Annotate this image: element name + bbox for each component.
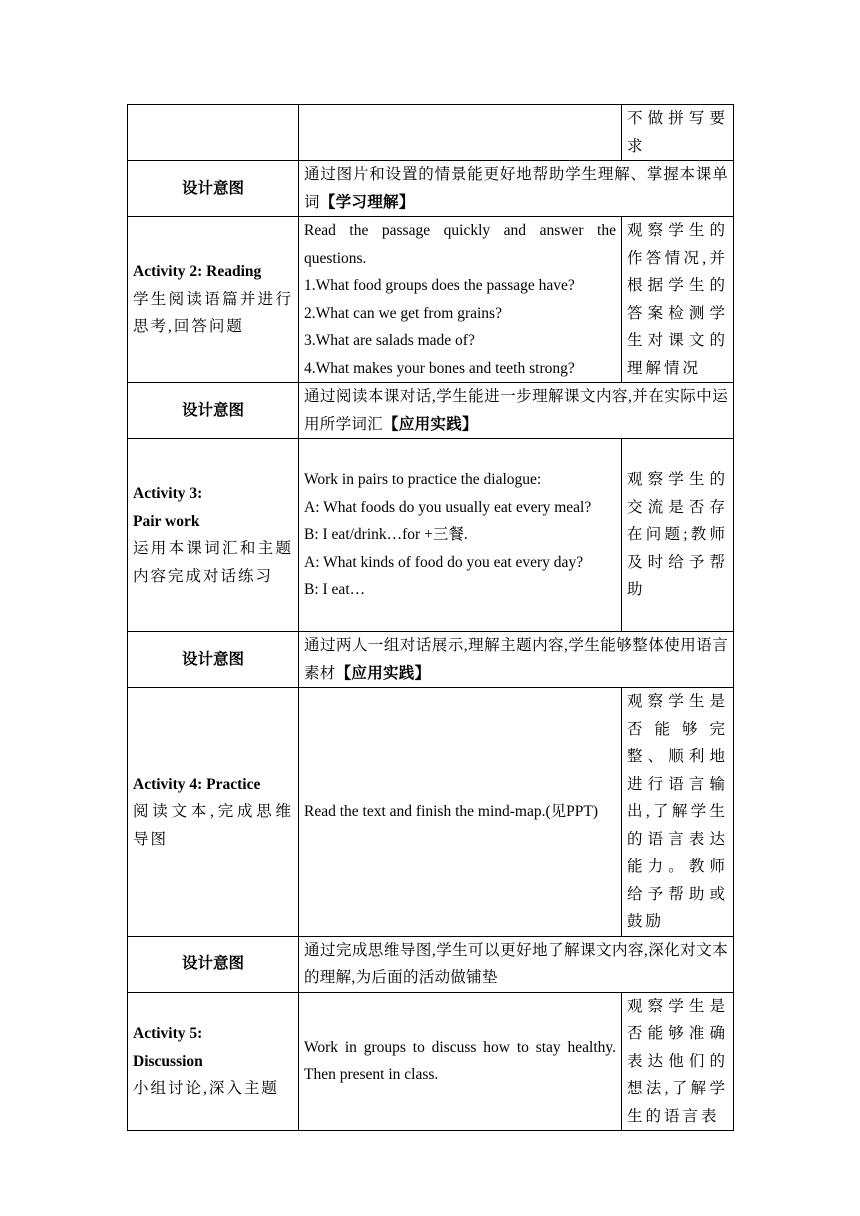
activity-content: Read the text and finish the mind-map.(见PPT) [299,688,622,937]
assessment-cell: 不做拼写要求 [622,105,734,161]
design-intent-text: 通过阅读本课对话,学生能进一步理解课文内容,并在实际中运用所学词汇【应用实践】 [299,383,734,439]
assessment-cell: 观察学生是否能够完整、顺利地进行语言输出,了解学生的语言表达能力。教师给予帮助或鼓励 [622,688,734,937]
content-line: Work in pairs to practice the dialogue: [304,471,542,489]
activity-content [299,439,622,632]
activity-cell [128,992,299,1131]
activity-cell [128,217,299,383]
lesson-plan-table [127,104,734,1131]
assessment-cell: 观察学生的交流是否存在问题;教师及时给予帮助 [622,439,734,632]
activity-content: Work in groups to discuss how to stay healthy. Then present in class. [299,992,622,1131]
assessment-cell: 观察学生是否能够准确表达他们的想法,了解学生的语言表 [622,992,734,1131]
activity-title: Activity 2: Reading [133,263,262,281]
content-line: A: What kinds of food do you eat every day? [304,553,584,571]
activity-description: 学生阅读语篇并进行思考,回答问题 [133,290,293,336]
content-line: 2.What can we get from grains? [304,304,502,322]
table-row [128,992,734,1131]
table-row [128,688,734,937]
activity-content [299,217,622,383]
design-intent-label: 设计意图 [128,632,299,688]
intent-tag: 【学习理解】 [319,193,415,211]
content-line: 4.What makes your bones and teeth strong? [304,359,575,377]
intent-tag: 【应用实践】 [335,664,431,682]
table-row [128,632,734,688]
table-row [128,439,734,632]
intent-tag: 【应用实践】 [383,415,478,433]
activity-subtitle: Pair work [133,512,200,530]
activity-description: 运用本课词汇和主题内容完成对话练习 [133,540,293,585]
assessment-cell: 观察学生的作答情况,并根据学生的答案检测学生对课文的理解情况 [622,217,734,383]
design-intent-text: 通过完成思维导图,学生可以更好地了解课文内容,深化对文本的理解,为后面的活动做铺垫 [299,936,734,992]
design-intent-label: 设计意图 [128,161,299,217]
activity-subtitle: Discussion [133,1052,203,1070]
design-intent-label: 设计意图 [128,936,299,992]
design-intent-text: 通过图片和设置的情景能更好地帮助学生理解、掌握本课单词【学习理解】 [299,161,734,217]
empty-cell [299,105,622,161]
activity-description: 阅读文本,完成思维导图 [133,803,293,848]
content-line: 3.What are salads made of? [304,332,475,349]
empty-cell [128,105,299,161]
content-line: Read the passage quickly and answer the questions. [304,222,616,267]
table-row [128,217,734,383]
design-intent-text: 通过两人一组对话展示,理解主题内容,学生能够整体使用语言素材【应用实践】 [299,632,734,688]
design-intent-label: 设计意图 [128,383,299,439]
activity-cell [128,688,299,937]
table-row [128,161,734,217]
activity-cell [128,439,299,632]
activity-title: Activity 5: [133,1025,203,1042]
content-line: 1.What food groups does the passage have? [304,277,575,294]
activity-title: Activity 3: [133,485,203,502]
content-line: B: I eat… [304,581,366,599]
table-row [128,383,734,439]
table-row [128,936,734,992]
activity-description: 小组讨论,深入主题 [133,1080,279,1097]
table-row [128,105,734,161]
content-line: B: I eat/drink…for +三餐. [304,526,468,544]
activity-title: Activity 4: Practice [133,775,261,793]
content-line: A: What foods do you usually eat every meal? [304,498,592,516]
